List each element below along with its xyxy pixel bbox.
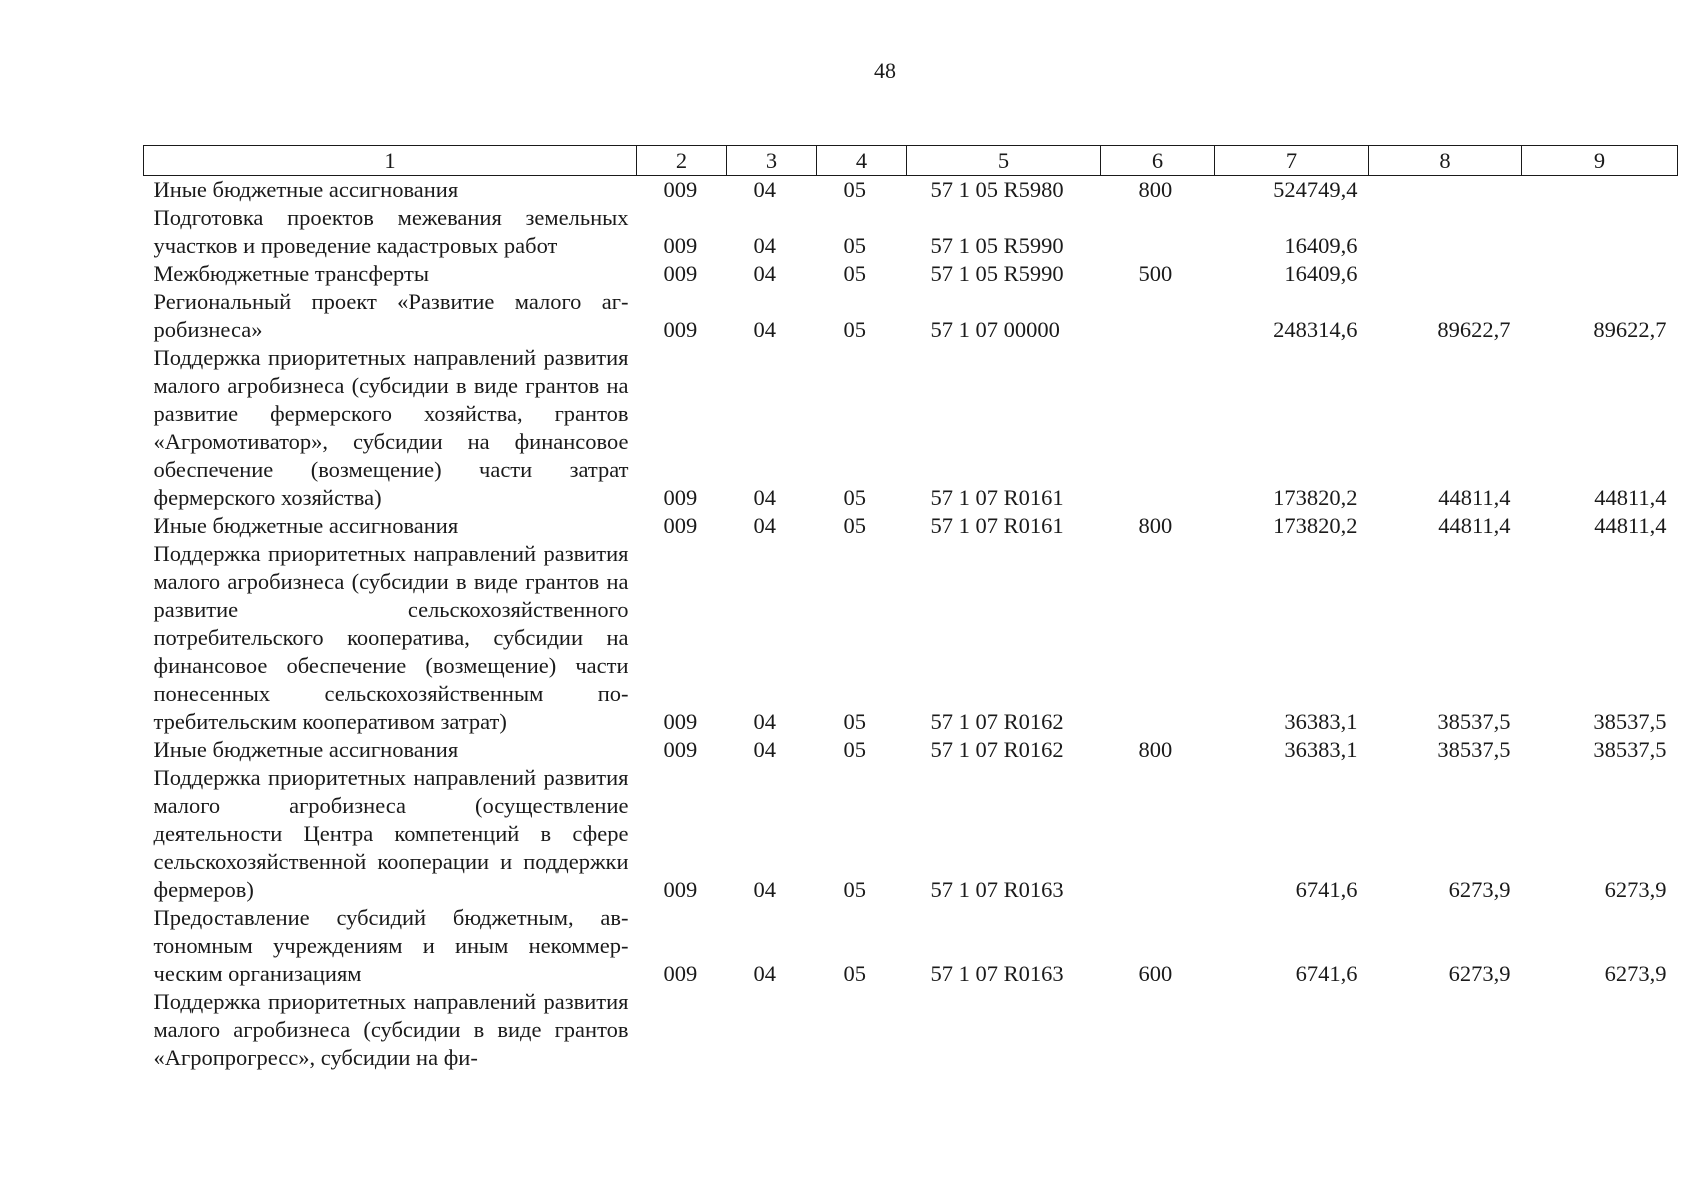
amount-col-8: 38537,5 (1437, 737, 1511, 762)
amount-col-9: 44811,4 (1594, 485, 1667, 510)
amount-col-7: 248314,6 (1273, 317, 1358, 342)
subsection-code: 05 (843, 261, 866, 286)
subsection-code (817, 988, 907, 1072)
column-header-7: 7 (1215, 146, 1369, 176)
table-body (144, 176, 1678, 1073)
column-header-9: 9 (1522, 146, 1678, 176)
item-name: Иные бюджетные ассигнования (153, 737, 459, 762)
target-article-code: 57 1 07 R0161 (930, 485, 1064, 510)
subsection-code: 05 (843, 709, 866, 734)
column-header-8: 8 (1369, 146, 1522, 176)
amount-col-7: 16409,6 (1284, 233, 1358, 258)
item-name: Поддержка приоритетных направлений развития малого агробизнеса (осуществление деятельности Центра компетенций в сфере сельскохозяйственной кооперации и поддержки фермеров) (153, 765, 629, 902)
amount-col-7: 524749,4 (1273, 177, 1358, 202)
table-row (144, 764, 1678, 904)
section-code: 04 (753, 877, 776, 902)
amount-col-7: 173820,2 (1273, 513, 1358, 538)
amount-col-8: 6273,9 (1448, 877, 1511, 902)
item-name: Предоставление субсидий бюджетным, автономным учреждениям и иным некоммерческим организациям (153, 905, 629, 986)
section-code: 04 (753, 177, 776, 202)
target-article-code: 57 1 07 00000 (930, 317, 1060, 342)
amount-col-9: 89622,7 (1593, 317, 1667, 342)
ministry-code: 009 (663, 177, 698, 202)
section-code: 04 (753, 261, 776, 286)
amount-col-9: 6273,9 (1604, 877, 1667, 902)
target-article-code: 57 1 07 R0163 (930, 877, 1064, 902)
amount-col-8 (1369, 176, 1522, 205)
expense-type-code (1101, 540, 1215, 736)
section-code: 04 (753, 317, 776, 342)
amount-col-7: 6741,6 (1295, 961, 1358, 986)
amount-col-7 (1215, 988, 1369, 1072)
amount-col-9 (1522, 988, 1678, 1072)
amount-col-7: 6741,6 (1295, 877, 1358, 902)
ministry-code: 009 (663, 513, 698, 538)
target-article-code: 57 1 05 R5990 (930, 233, 1064, 258)
section-code: 04 (753, 485, 776, 510)
amount-col-9: 6273,9 (1604, 961, 1667, 986)
column-header-5: 5 (907, 146, 1101, 176)
page-number: 48 (874, 58, 896, 83)
budget-table (143, 145, 1678, 1072)
target-article-code: 57 1 05 R5980 (930, 177, 1064, 202)
amount-col-8 (1369, 988, 1522, 1072)
section-code (727, 988, 817, 1072)
item-name: Поддержка приоритетных направлений развития малого агробизнеса (субсидии в виде грантов на развитие сельскохозяйственного потребительского кооператива, субсидии на финансовое обеспечение (возмещение) части понесенных сельскохозяйственным потребительским кооперативом затрат) (153, 541, 629, 734)
ministry-code (637, 988, 727, 1072)
ministry-code: 009 (663, 485, 698, 510)
item-name: Межбюджетные трансферты (153, 261, 429, 286)
item-name: Иные бюджетные ассигнования (153, 513, 459, 538)
ministry-code: 009 (663, 233, 698, 258)
section-code: 04 (753, 513, 776, 538)
ministry-code: 009 (663, 961, 698, 986)
amount-col-9: 44811,4 (1594, 513, 1667, 538)
column-header-4: 4 (817, 146, 907, 176)
expense-type-code (1101, 764, 1215, 904)
subsection-code: 05 (843, 737, 866, 762)
amount-col-8: 44811,4 (1438, 513, 1511, 538)
subsection-code: 05 (843, 177, 866, 202)
amount-col-8: 6273,9 (1448, 961, 1511, 986)
amount-col-9: 38537,5 (1593, 737, 1667, 762)
table-row (144, 176, 1678, 205)
subsection-code: 05 (843, 961, 866, 986)
subsection-code: 05 (843, 877, 866, 902)
amount-col-8 (1369, 204, 1522, 260)
ministry-code: 009 (663, 709, 698, 734)
table-row (144, 540, 1678, 736)
expense-type-code: 600 (1138, 961, 1173, 986)
amount-col-9: 38537,5 (1593, 709, 1667, 734)
section-code: 04 (753, 737, 776, 762)
table-row (144, 344, 1678, 512)
amount-col-8: 89622,7 (1437, 317, 1511, 342)
expense-type-code: 800 (1138, 737, 1173, 762)
amount-col-7: 173820,2 (1273, 485, 1358, 510)
target-article-code (907, 988, 1101, 1072)
ministry-code: 009 (663, 877, 698, 902)
section-code: 04 (753, 233, 776, 258)
table-row (144, 904, 1678, 988)
subsection-code: 05 (843, 485, 866, 510)
column-header-6: 6 (1101, 146, 1215, 176)
ministry-code: 009 (663, 261, 698, 286)
target-article-code: 57 1 07 R0163 (930, 961, 1064, 986)
amount-col-9 (1522, 204, 1678, 260)
section-code: 04 (753, 961, 776, 986)
amount-col-8: 38537,5 (1437, 709, 1511, 734)
expense-type-code: 800 (1138, 177, 1173, 202)
amount-col-8 (1369, 260, 1522, 288)
section-code: 04 (753, 709, 776, 734)
ministry-code: 009 (663, 317, 698, 342)
item-name: Региональный проект «Развитие малого агробизнеса» (153, 289, 629, 342)
column-header-2: 2 (637, 146, 727, 176)
header-row (144, 146, 1678, 176)
column-header-1: 1 (144, 146, 637, 176)
table-row (144, 204, 1678, 260)
item-name: Иные бюджетные ассигнования (153, 177, 459, 202)
target-article-code: 57 1 07 R0161 (930, 513, 1064, 538)
expense-type-code (1101, 288, 1215, 344)
expense-type-code (1101, 988, 1215, 1072)
amount-col-9 (1522, 176, 1678, 205)
target-article-code: 57 1 07 R0162 (930, 709, 1064, 734)
amount-col-7: 16409,6 (1284, 261, 1358, 286)
expense-type-code: 800 (1138, 513, 1173, 538)
expense-type-code (1101, 344, 1215, 512)
table-header (144, 146, 1678, 176)
amount-col-9 (1522, 260, 1678, 288)
table-row (144, 736, 1678, 764)
table-row (144, 988, 1678, 1072)
subsection-code: 05 (843, 233, 866, 258)
column-header-3: 3 (727, 146, 817, 176)
target-article-code: 57 1 07 R0162 (930, 737, 1064, 762)
item-name: Поддержка приоритетных направлений развития малого агробизнеса (субсидии в виде грантов на развитие фермерского хозяйства, грантов «Агромотиватор», субсидии на финансовое обеспечение (возмещение) части затрат фермерского хозяйства) (153, 345, 629, 510)
item-name: Подготовка проектов межевания земельных участков и проведение кадастровых работ (153, 205, 629, 258)
table-row (144, 260, 1678, 288)
amount-col-8: 44811,4 (1438, 485, 1511, 510)
table-row (144, 288, 1678, 344)
subsection-code: 05 (843, 513, 866, 538)
amount-col-7: 36383,1 (1284, 709, 1358, 734)
ministry-code: 009 (663, 737, 698, 762)
target-article-code: 57 1 05 R5990 (930, 261, 1064, 286)
subsection-code: 05 (843, 317, 866, 342)
item-name: Поддержка приоритетных направлений развития малого агробизнеса (субсидии в виде грантов «Агропрогресс», субсидии на фи- (153, 989, 629, 1070)
expense-type-code (1101, 204, 1215, 260)
expense-type-code: 500 (1138, 261, 1173, 286)
amount-col-7: 36383,1 (1284, 737, 1358, 762)
table-row (144, 512, 1678, 540)
